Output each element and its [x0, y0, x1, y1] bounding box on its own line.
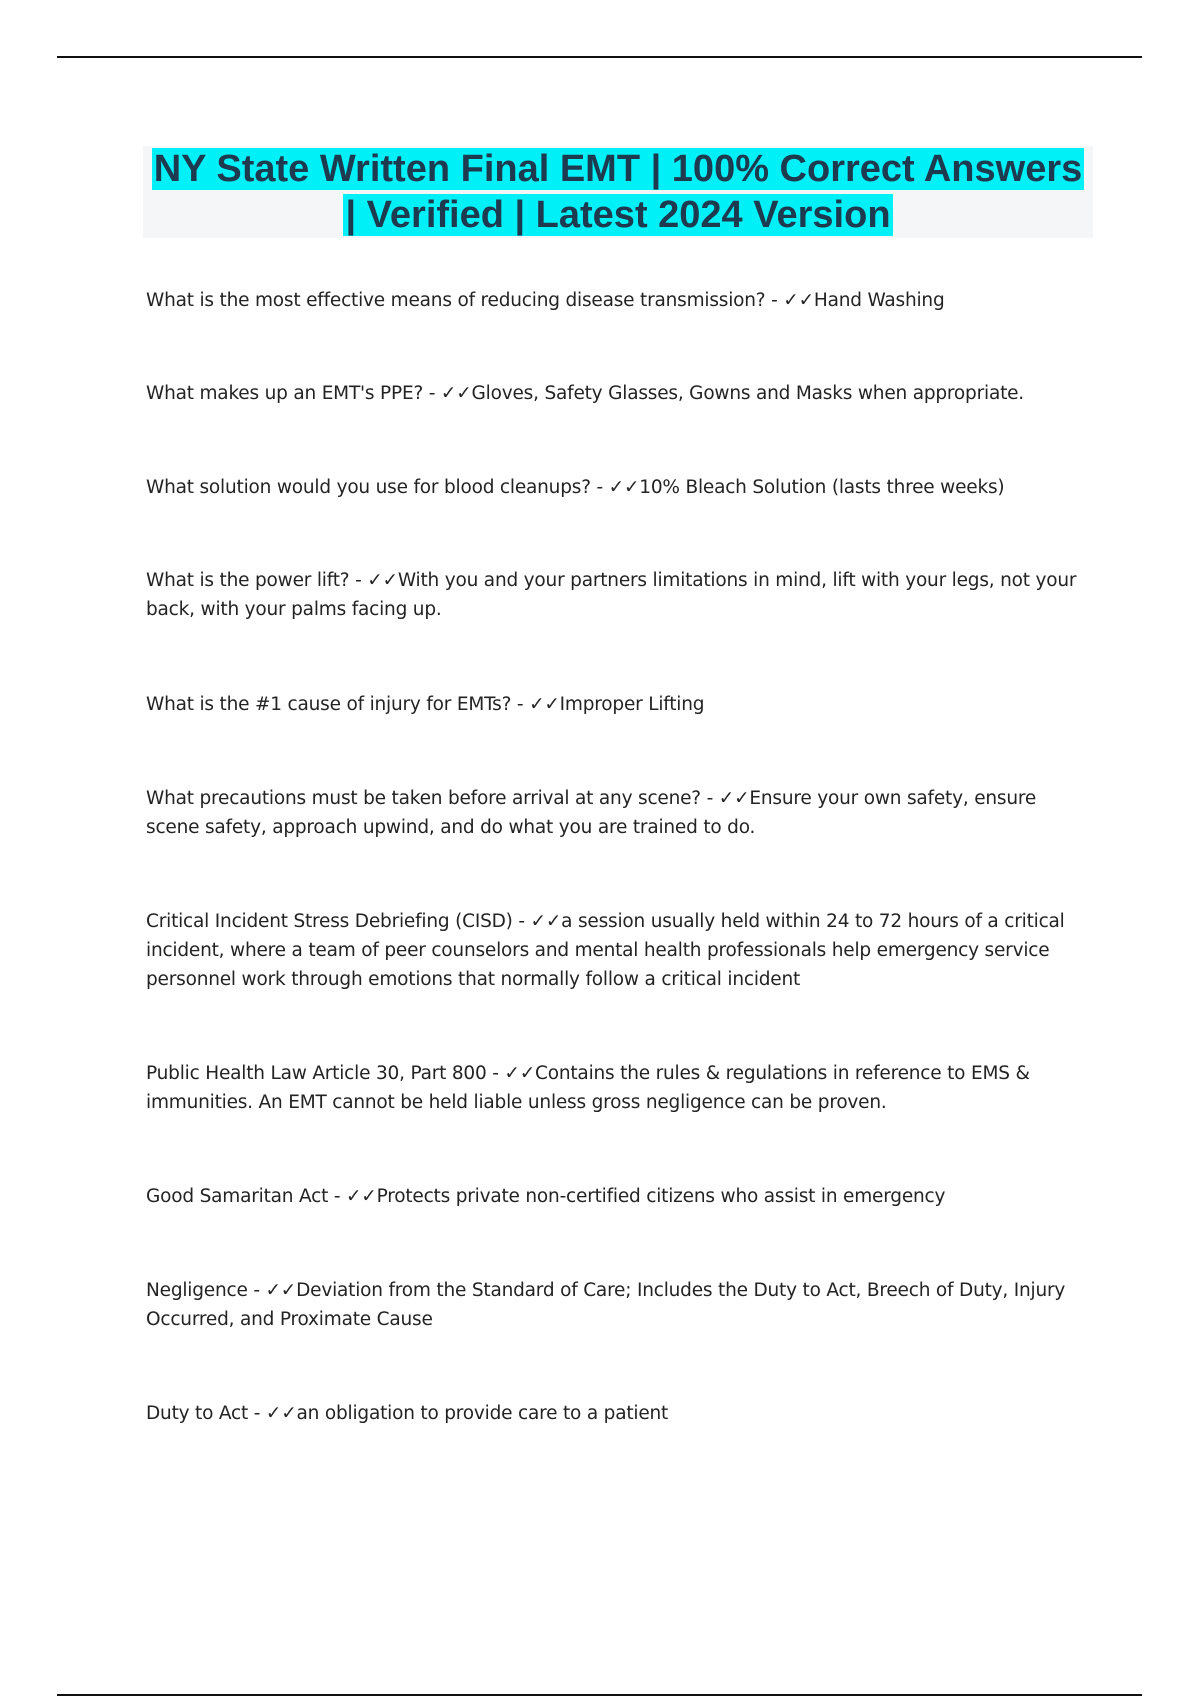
- question-text: What is the most effective means of reducing disease transmission?: [146, 290, 766, 311]
- qa-item: [146, 1059, 1086, 1117]
- check-mark: ✓✓: [367, 570, 398, 591]
- check-mark: ✓✓: [783, 290, 814, 311]
- qa-item: [146, 1399, 1086, 1428]
- answer-text: Deviation from the Standard of Care; Includes the Duty to Act, Breech of Duty, Injury Occurred, and Proximate Cause: [146, 1280, 1066, 1330]
- question-text: Public Health Law Article 30, Part 800: [146, 1063, 487, 1084]
- check-mark: ✓✓: [504, 1063, 536, 1084]
- check-mark: ✓✓: [530, 911, 562, 932]
- question-text: Negligence: [146, 1280, 248, 1301]
- separator: -: [328, 1186, 346, 1207]
- qa-item: [146, 566, 1086, 624]
- answer-text: With you and your partners limitations in mind, lift with your legs, not your back, with your palms facing up.: [146, 570, 1077, 620]
- check-mark: ✓✓: [718, 788, 750, 809]
- separator: -: [486, 1063, 505, 1084]
- separator: -: [248, 1403, 266, 1424]
- check-mark: ✓✓: [608, 477, 640, 498]
- check-mark: ✓✓: [529, 694, 560, 715]
- separator: -: [700, 788, 719, 809]
- qa-item: [146, 379, 1086, 408]
- check-mark: ✓✓: [265, 1280, 297, 1301]
- separator: -: [512, 911, 531, 932]
- separator: -: [349, 570, 368, 591]
- qa-item: [146, 473, 1086, 502]
- qa-item: [146, 784, 1086, 842]
- separator: -: [511, 694, 530, 715]
- question-text: What is the #1 cause of injury for EMTs?: [146, 694, 512, 715]
- top-rule: [57, 56, 1142, 58]
- answer-text: Hand Washing: [813, 290, 945, 311]
- answer-text: Protects private non-certified citizens who assist in emergency: [376, 1186, 946, 1207]
- question-text: What is the power lift?: [146, 570, 350, 591]
- qa-item: [146, 1276, 1086, 1334]
- question-text: Critical Incident Stress Debriefing (CISD): [146, 911, 513, 932]
- question-text: Good Samaritan Act: [146, 1186, 329, 1207]
- qa-item: [146, 1182, 1086, 1211]
- document-title: [143, 146, 1093, 238]
- answer-text: Gloves, Safety Glasses, Gowns and Masks when appropriate.: [471, 383, 1024, 404]
- question-text: What solution would you use for blood cleanups?: [146, 477, 591, 498]
- bottom-rule: [57, 1694, 1142, 1696]
- answer-text: Contains the rules & regulations in reference to EMS & immunities. An EMT cannot be held liable unless gross negligence can be proven.: [146, 1063, 1030, 1113]
- answer-text: a session usually held within 24 to 72 hours of a critical incident, where a team of peer counselors and mental health professionals help emergency service personnel work through emotions that normally follow a critical incident: [146, 911, 1065, 990]
- separator: -: [247, 1280, 266, 1301]
- document-title-text: NY State Written Final EMT | 100% Correct Answers | Verified | Latest 2024 Version: [153, 148, 1083, 236]
- question-text: Duty to Act: [146, 1403, 249, 1424]
- qa-item: [146, 690, 1086, 719]
- title-box: [143, 146, 1093, 238]
- qa-item: [146, 907, 1086, 994]
- question-text: What makes up an EMT's PPE?: [146, 383, 424, 404]
- answer-text: an obligation to provide care to a patient: [296, 1403, 669, 1424]
- qa-item: [146, 286, 1086, 315]
- check-mark: ✓✓: [345, 1186, 377, 1207]
- separator: -: [590, 477, 609, 498]
- answer-text: Improper Lifting: [559, 694, 705, 715]
- check-mark: ✓✓: [265, 1403, 297, 1424]
- question-text: What precautions must be taken before arrival at any scene?: [146, 788, 701, 809]
- check-mark: ✓✓: [440, 383, 472, 404]
- separator: -: [765, 290, 784, 311]
- answer-text: 10% Bleach Solution (lasts three weeks): [639, 477, 1005, 498]
- answer-text: Ensure your own safety, ensure scene safety, approach upwind, and do what you are trained to do.: [146, 788, 1037, 838]
- separator: -: [423, 383, 441, 404]
